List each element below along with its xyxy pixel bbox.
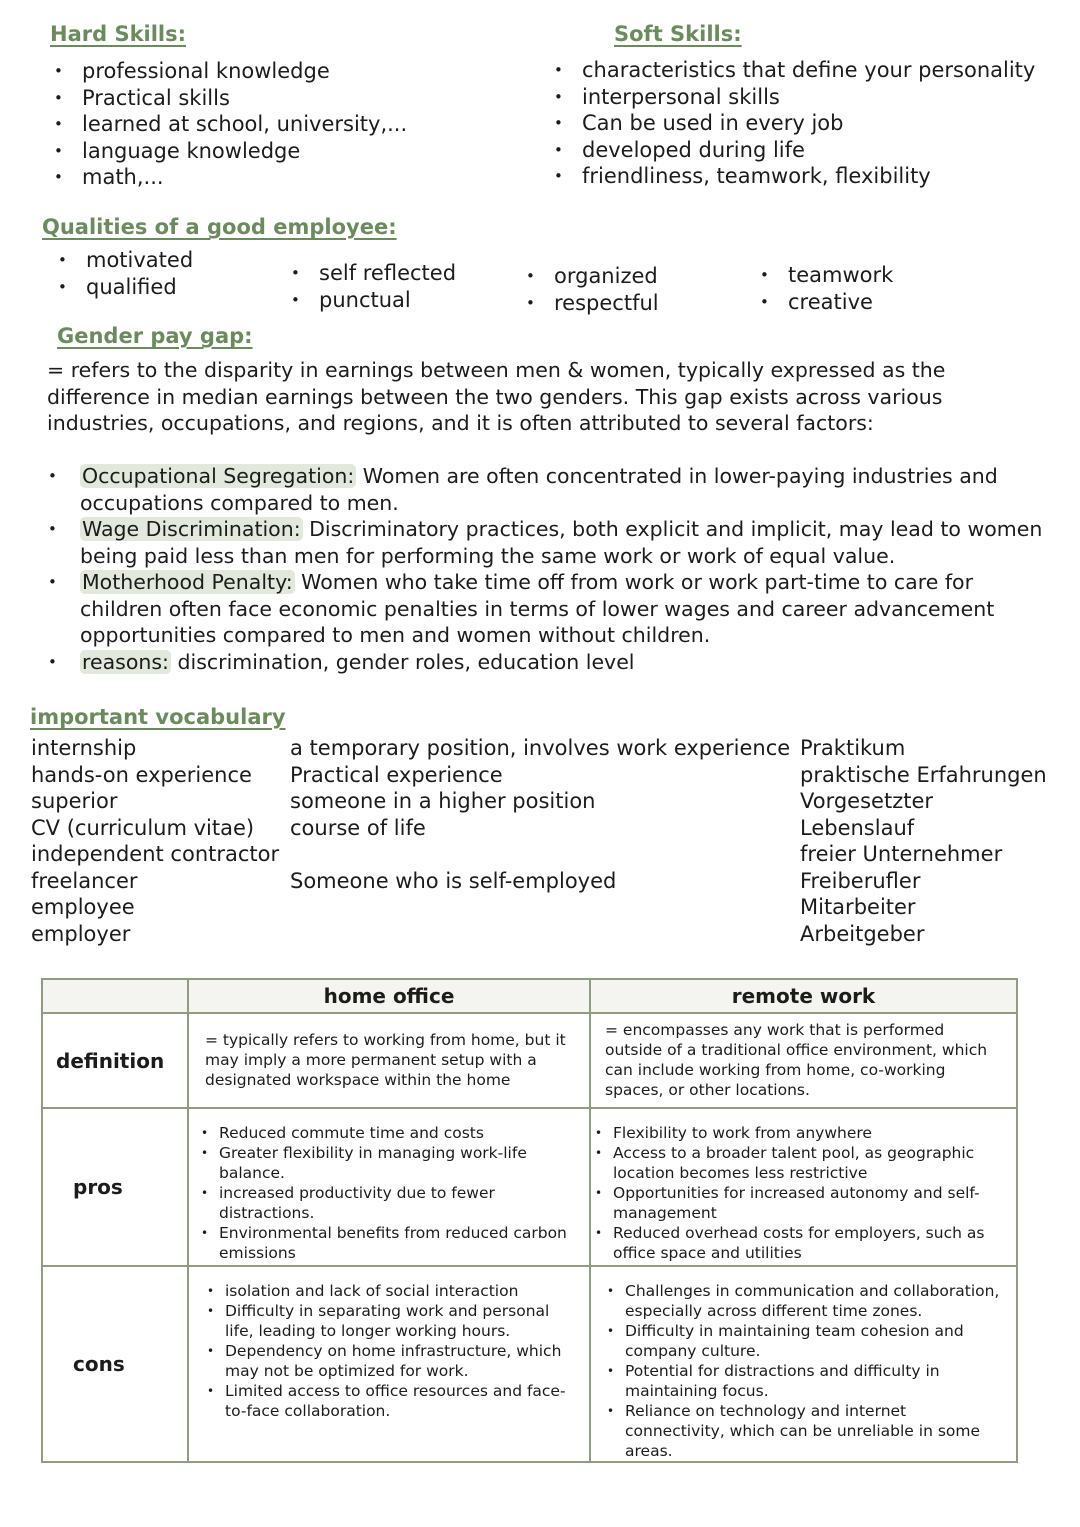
list-item (46, 649, 1046, 676)
list-item: • increased productivity due to fewer distractions. (197, 1183, 579, 1223)
list-item: • Reliance on technology and internet connectivity, which can be unreliable in some areas. (603, 1401, 1008, 1461)
vocabulary-german (800, 735, 1047, 947)
list-item: • language knowledge (50, 138, 407, 165)
remote-cons-list (591, 1267, 1016, 1461)
vocabulary-heading: important vocabulary (30, 705, 286, 729)
table-header-row (42, 979, 1017, 1013)
list-item: • organized (522, 263, 659, 290)
vocab-definition: Practical experience (290, 762, 503, 787)
list-item: • Difficulty in separating work and personal life, leading to longer working hours. (203, 1301, 579, 1341)
list-item: • Practical skills (50, 85, 407, 112)
list-item: • Difficulty in maintaining team cohesion and company culture. (603, 1321, 1008, 1361)
list-item: • Potential for distractions and difficulty in maintaining focus. (603, 1361, 1008, 1401)
home-definition: = typically refers to working from home, but it may imply a more permanent setup with a designated workspace within the home (205, 1031, 566, 1089)
vocab-term: employer (31, 921, 131, 946)
home-pros-cell (188, 1108, 590, 1266)
vocab-german: Freiberufler (800, 868, 921, 893)
hard-skills-heading: Hard Skills: (50, 22, 187, 46)
table-row (42, 1013, 1017, 1108)
home-cons-list (189, 1267, 589, 1421)
list-item: • Reduced overhead costs for employers, such as office space and utilities (591, 1223, 1006, 1263)
vocab-definition (290, 921, 790, 948)
gender-pay-gap-factors (46, 463, 1046, 675)
list-item: • isolation and lack of social interaction (203, 1281, 579, 1301)
qualities-col-4 (756, 262, 893, 315)
vocab-term: CV (curriculum vitae) (31, 815, 255, 840)
hard-skills-list (50, 58, 407, 191)
qualities-col-3 (522, 263, 659, 316)
qualities-col-2 (287, 260, 456, 313)
list-item: • Limited access to office resources and face-to-face collaboration. (203, 1381, 579, 1421)
list-item: • characteristics that define your personality (550, 57, 1035, 84)
list-item: • Dependency on home infrastructure, which may not be optimized for work. (203, 1341, 579, 1381)
gender-pay-gap-definition: = refers to the disparity in earnings between men & women, typically expressed as the difference in median earnings between the two genders. This gap exists across various industries, occupations, and regions, and it is often attributed to several factors: (47, 358, 946, 435)
list-item: • friendliness, teamwork, flexibility (550, 163, 1035, 190)
list-item: • math,... (50, 164, 407, 191)
list-item: • Greater flexibility in managing work-life balance. (197, 1143, 579, 1183)
row-label-pros: pros (42, 1108, 188, 1266)
vocab-term: internship (31, 736, 137, 760)
factor-term: Wage Discrimination: (82, 517, 301, 541)
list-item: • respectful (522, 290, 659, 317)
header-home-office: home office (188, 979, 590, 1013)
row-label-definition: definition (42, 1013, 188, 1108)
vocab-german: Arbeitgeber (800, 921, 925, 946)
factor-term: reasons: (82, 649, 169, 674)
header-remote-work: remote work (590, 979, 1017, 1013)
factor-text: Women are often concentrated in lower-paying industries and occupations compared to men. (80, 464, 998, 515)
home-cons-cell (188, 1266, 590, 1462)
list-item: • Reduced commute time and costs (197, 1123, 579, 1143)
list-item: • creative (756, 289, 893, 316)
vocabulary-terms (31, 735, 279, 947)
list-item (46, 463, 1046, 516)
home-pros-list (189, 1109, 589, 1263)
list-item: • developed during life (550, 137, 1035, 164)
remote-definition: = encompasses any work that is performed outside of a traditional office environment, which can include working from home, co-working spaces, or other locations. (605, 1021, 988, 1099)
list-item: • motivated (54, 247, 193, 274)
gender-pay-gap-heading: Gender pay gap: (57, 324, 253, 348)
table-row (42, 1266, 1017, 1462)
vocab-german: Praktikum (800, 736, 906, 760)
list-item (46, 516, 1046, 569)
factor-text: Women who take time off from work or work part-time to care for children often face economic penalties in terms of lower wages and career advancement opportunities compared to men and women without children. (80, 570, 995, 647)
list-item: • self reflected (287, 260, 456, 287)
vocab-term: independent contractor (31, 842, 280, 866)
vocab-german: Lebenslauf (800, 815, 915, 840)
vocab-term: employee (31, 895, 135, 919)
home-definition-cell (188, 1013, 590, 1108)
vocab-definition: Someone who is self-employed (290, 868, 617, 893)
vocab-term: hands-on experience (31, 762, 252, 787)
list-item: • professional knowledge (50, 58, 407, 85)
vocab-german: Mitarbeiter (800, 895, 916, 919)
qualities-heading: Qualities of a good employee: (42, 215, 397, 239)
vocab-term: freelancer (31, 868, 138, 893)
list-item: • qualified (54, 274, 193, 301)
factor-term: Motherhood Penalty: (82, 570, 293, 594)
vocab-german: Vorgesetzter (800, 789, 934, 813)
list-item: • learned at school, university,... (50, 111, 407, 138)
vocabulary-definitions (290, 735, 790, 947)
list-item: • Flexibility to work from anywhere (591, 1123, 1006, 1143)
qualities-col-1 (54, 247, 193, 300)
vocab-definition: course of life (290, 815, 426, 840)
list-item: • Environmental benefits from reduced carbon emissions (197, 1223, 579, 1263)
remote-pros-list (591, 1109, 1016, 1263)
remote-definition-cell (590, 1013, 1017, 1108)
factor-text: discrimination, gender roles, education level (170, 649, 635, 674)
list-item: • teamwork (756, 262, 893, 289)
vocab-german: praktische Erfahrungen (800, 762, 1047, 787)
list-item: • punctual (287, 287, 456, 314)
vocab-definition (290, 894, 790, 921)
list-item: • Can be used in every job (550, 110, 1035, 137)
list-item: • Access to a broader talent pool, as geographic location becomes less restrictive (591, 1143, 1006, 1183)
list-item: • interpersonal skills (550, 84, 1035, 111)
remote-pros-cell (590, 1108, 1017, 1266)
factor-text: Discriminatory practices, both explicit and implicit, may lead to women being paid less than men for performing the same work or work of equal value. (80, 517, 1043, 568)
list-item: • Opportunities for increased autonomy and self-management (591, 1183, 1006, 1223)
vocab-german: freier Unternehmer (800, 842, 1003, 866)
list-item: • Challenges in communication and collaboration, especially across different time zones. (603, 1281, 1008, 1321)
factor-term: Occupational Segregation: (82, 464, 355, 488)
vocab-definition (290, 841, 790, 868)
home-office-vs-remote-work-table (41, 978, 1018, 1463)
vocab-definition: someone in a higher position (290, 789, 596, 813)
row-label-cons: cons (42, 1266, 188, 1462)
remote-cons-cell (590, 1266, 1017, 1462)
list-item (46, 569, 1046, 649)
vocab-definition: a temporary position, involves work experience (290, 736, 791, 760)
table-corner-cell (42, 979, 188, 1013)
soft-skills-heading: Soft Skills: (614, 22, 742, 46)
table-row (42, 1108, 1017, 1266)
vocab-term: superior (31, 789, 118, 813)
soft-skills-list (550, 57, 1035, 190)
